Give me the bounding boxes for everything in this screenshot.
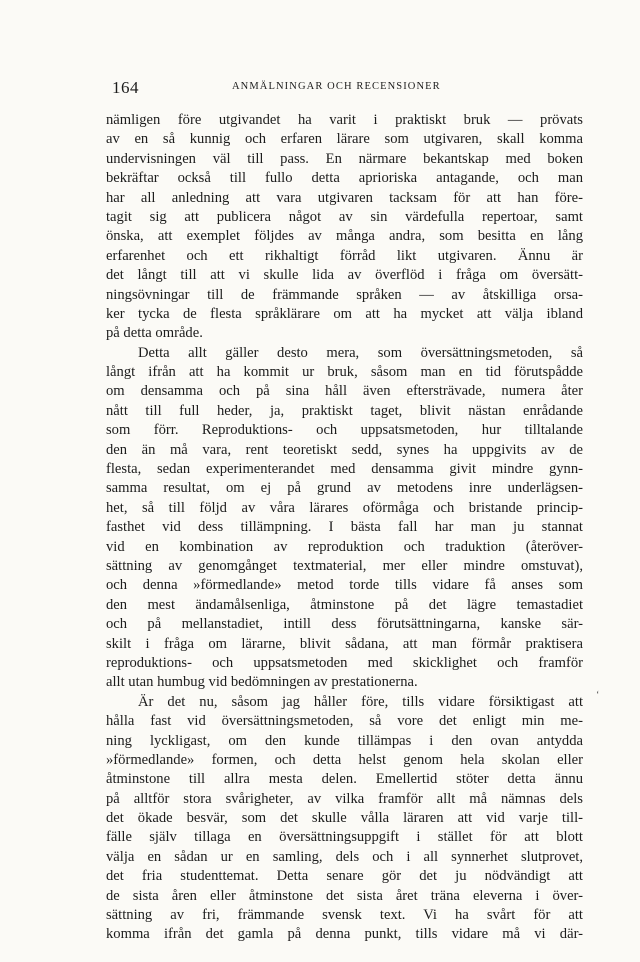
text-line: ker tycka de flesta språklärare om att ha mycket att välja ibland xyxy=(106,305,583,322)
text-line: har all anledning att vara utgivaren tacksam för att han före- xyxy=(106,189,583,206)
text-line: sättning av genomgånget textmaterial, mer eller mindre omstuvat), xyxy=(106,557,583,574)
text-line: åtminstone till allra mesta delen. Emellertid stöter detta ännu xyxy=(106,771,583,788)
text-line: den mest ändamålsenliga, åtminstone på det lägre temastadiet xyxy=(106,596,583,613)
body-text xyxy=(106,111,583,945)
text-line: bekräftar också till fullo detta aprioriska antagande, och man xyxy=(106,170,583,187)
text-line: tagit sig att publicera något av sin värdefulla repertoar, samt xyxy=(106,208,583,225)
text-line: samma resultat, om ej på grund av metodens inre underlägsen- xyxy=(106,480,583,497)
running-head: ANMÄLNINGAR OCH RECENSIONER xyxy=(232,81,441,92)
text-line: ning lyckligast, om den kunde tillämpas i den ovan antydda xyxy=(106,732,583,749)
text-line: önska, att exemplet följdes av många andra, som besitta en lång xyxy=(106,228,583,245)
text-line: som förr. Reproduktions- och uppsatsmetoden, hur tilltalande xyxy=(106,422,583,439)
text-line: nått till full heder, ja, praktiskt taget, blivit nästan enrådande xyxy=(106,402,583,419)
text-line: Detta allt gäller desto mera, som översättningsmetoden, så xyxy=(138,344,583,361)
text-line: allt utan humbug vid bedömningen av prestationerna. xyxy=(106,674,418,691)
text-line: hålla fast vid översättningsmetoden, så vore det enligt min me- xyxy=(106,713,583,730)
text-line: »förmedlande» formen, och detta helst genom hela skolan eller xyxy=(106,751,583,768)
text-line: reproduktions- och uppsatsmetoden med skicklighet och framför xyxy=(106,654,583,671)
text-line: komma ifrån det gamla på denna punkt, tills vidare må vi där- xyxy=(106,926,583,943)
text-line: den än må vara, rent teoretiskt sedd, synes ha uppgivits av de xyxy=(106,441,583,458)
text-line: det ökade besvär, som det skulle vålla läraren att vid varje till- xyxy=(106,810,583,827)
text-line: och på mellanstadiet, intill dess förutsättningarna, kanske sär- xyxy=(106,616,583,633)
text-line: det fria studenttemat. Detta senare gör det ju nödvändigt att xyxy=(106,868,583,885)
text-line: ningsövningar till de främmande språken — av åtskilliga orsa- xyxy=(106,286,583,303)
text-line: och denna »förmedlande» metod torde tills vidare få anses som xyxy=(106,577,583,594)
text-line: det långt till att vi skulle lida av överflöd i fråga om översätt- xyxy=(106,267,583,284)
text-line: sättning av fri, främmande svensk text. Vi ha svårt för att xyxy=(106,907,583,924)
text-line: långt ifrån att ha kommit ur bruk, såsom man en tid förutspådde xyxy=(106,364,583,381)
text-line: het, så till följd av våra lärares oförmåga och bristande princip- xyxy=(106,499,583,516)
text-line: välja en sådan ur en samling, dels och i all synnerhet slutprovet, xyxy=(106,848,583,865)
text-line: nämligen före utgivandet ha varit i praktiskt bruk — prövats xyxy=(106,112,583,128)
text-line: om densamma och på sina håll även eftersträvade, numera åter xyxy=(106,383,583,400)
text-line: vid en kombination av reproduktion och traduktion (återöver- xyxy=(106,538,583,555)
margin-mark: ‘ xyxy=(596,690,600,701)
page-header xyxy=(112,78,583,98)
text-line: flesta, sedan experimenterandet med densamma givit mindre gynn- xyxy=(106,461,583,478)
text-line: fälle själv tillaga en översättningsuppgift i stället för att blott xyxy=(106,829,583,846)
text-line: undervisningen väl till pass. En närmare bekantskap med boken xyxy=(106,150,583,167)
text-line: på alltför stora svårigheter, av vilka framför allt må nämnas dels xyxy=(106,790,583,807)
text-line: Är det nu, såsom jag håller före, tills vidare försiktigast att xyxy=(138,693,583,710)
text-line: fasthet vid dess tillämpning. I bästa fall har man ju stannat xyxy=(106,519,583,536)
page-number: 164 xyxy=(112,78,139,97)
text-line: erfarenhet och ett rikhaltigt förråd likt utgivaren. Ännu är xyxy=(106,247,583,264)
text-line: skilt i fråga om lärarne, blivit sådana, att man förmår praktisera xyxy=(106,635,583,652)
text-line: de sista åren eller åtminstone det sista året träna eleverna i över- xyxy=(106,887,583,904)
text-line: på detta område. xyxy=(106,325,203,342)
text-line: av en så kunnig och erfaren lärare som utgivaren, skall komma xyxy=(106,131,583,148)
